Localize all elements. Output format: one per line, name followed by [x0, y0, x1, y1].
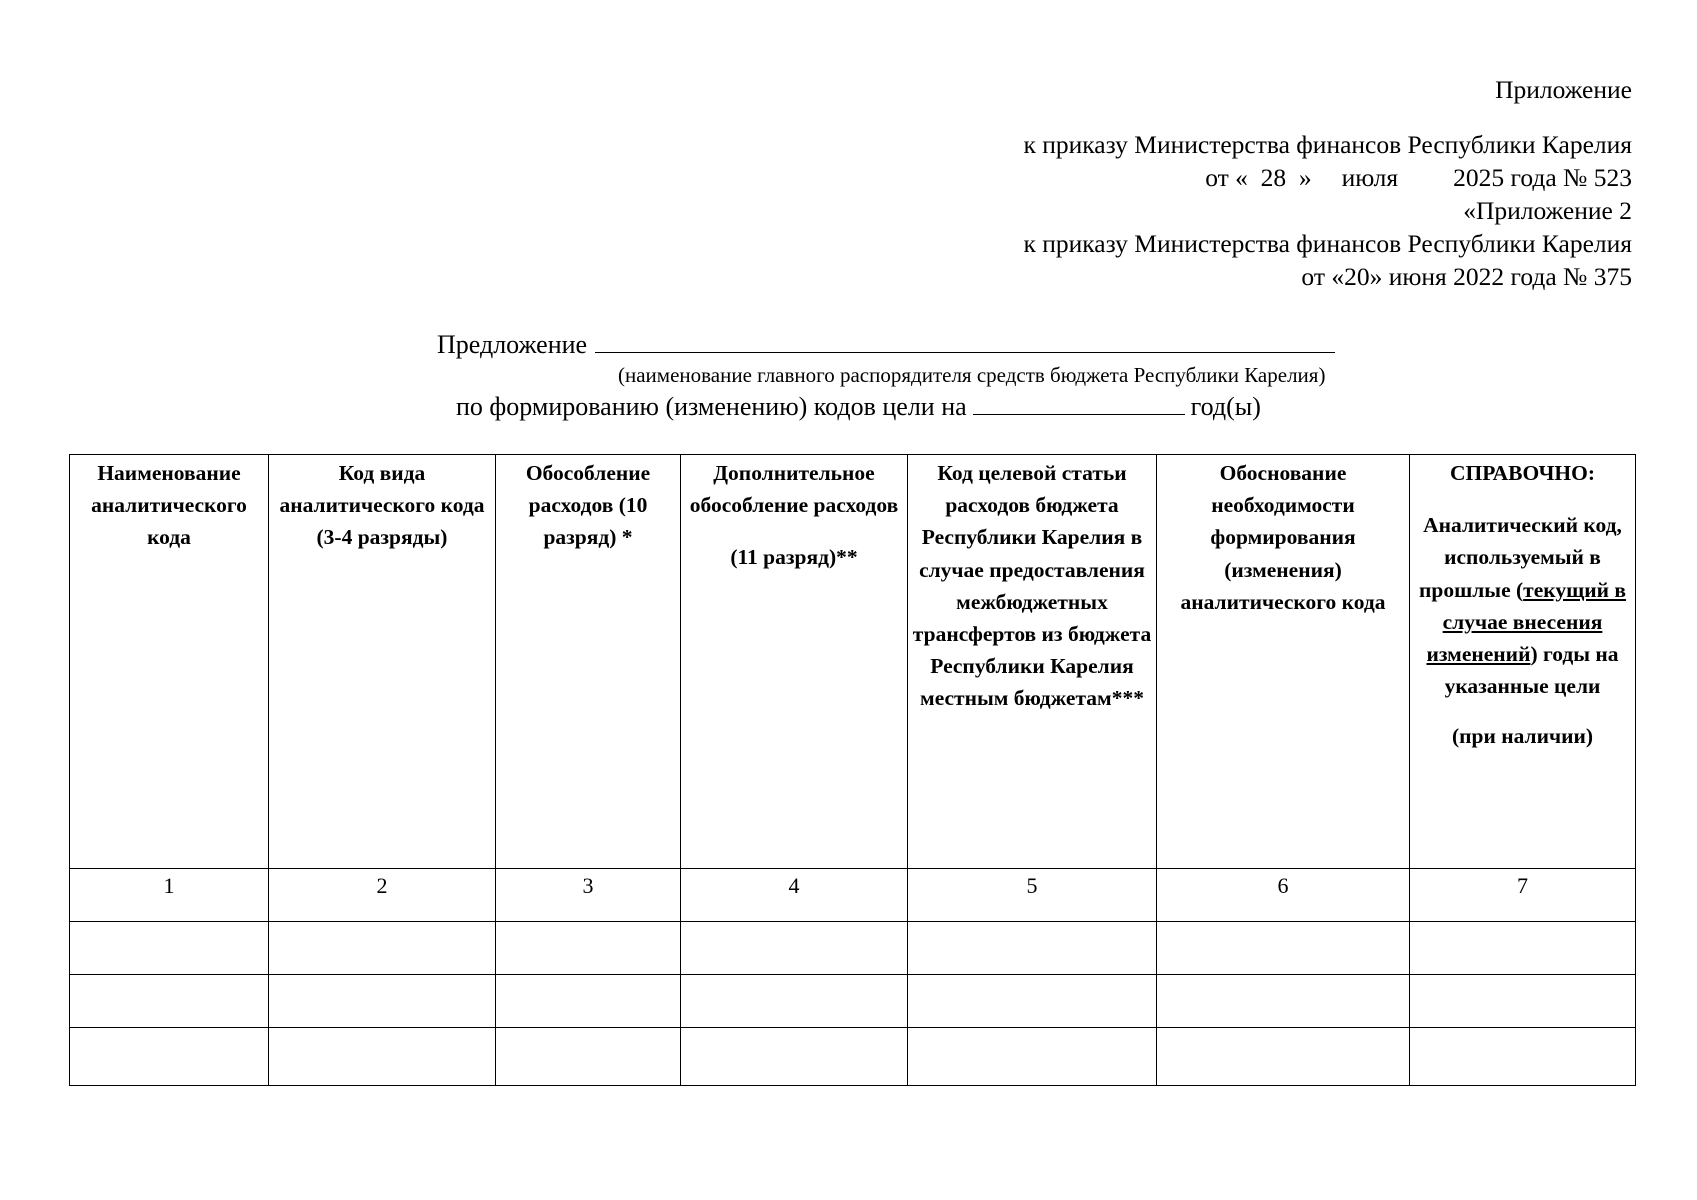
- table-cell: [681, 922, 908, 975]
- table-header-row: [70, 455, 1636, 869]
- column-number: 7: [1410, 869, 1636, 922]
- column-number: 5: [908, 869, 1157, 922]
- column-header-reference: СПРАВОЧНО: Аналитический код, используемый в прошлые (текущий в случае внесения изменений) годы на указанные цели (при наличии): [1410, 455, 1636, 869]
- table-cell: [1410, 922, 1636, 975]
- column-header-analytic-code-type: Код вида аналитического кода (3-4 разряды): [269, 455, 496, 869]
- table-cell: [1157, 975, 1410, 1028]
- order-reference: к приказу Министерства финансов Республики Карелия: [1023, 130, 1632, 159]
- order-date: [1023, 161, 1632, 194]
- table-cell: [1410, 1028, 1636, 1086]
- table-cell: [1157, 1028, 1410, 1086]
- previous-order-date: от «20» июня 2022 года № 375: [1301, 262, 1632, 291]
- order-day: 28: [1260, 163, 1287, 192]
- year-blank: [973, 390, 1185, 415]
- distributor-caption: (наименование главного распорядителя средств бюджета Республики Карелия): [618, 363, 1326, 387]
- date-prefix: от «: [1205, 163, 1248, 192]
- appendix-label: Приложение: [1495, 75, 1632, 104]
- column-number-row: [70, 869, 1636, 922]
- table-cell: [908, 1028, 1157, 1086]
- table-cell: [269, 922, 496, 975]
- table-cell: [70, 922, 269, 975]
- column-header-expense-separation: Обособление расходов (10 разряд) *: [496, 455, 681, 869]
- column-header-additional-separation: Дополнительное обособление расходов (11 разряд)**: [681, 455, 908, 869]
- order-year-number: 2025 года № 523: [1453, 163, 1632, 192]
- column-number: 6: [1157, 869, 1410, 922]
- table-row: [70, 1028, 1636, 1086]
- column-number: 3: [496, 869, 681, 922]
- column-number: 1: [70, 869, 269, 922]
- column-header-target-article-code: Код целевой статьи расходов бюджета Республики Карелия в случае предоставления межбюджетных трансфертов из бюджета Республики Карелия местным бюджетам***: [908, 455, 1157, 869]
- purpose-line: [456, 390, 1261, 423]
- purpose-prefix: по формированию (изменению) кодов цели на: [456, 392, 967, 421]
- document-header: [1023, 73, 1632, 293]
- column-number: 2: [269, 869, 496, 922]
- order-month: июля: [1341, 163, 1399, 192]
- column-header-analytic-code-name: Наименование аналитического кода: [70, 455, 269, 869]
- proposal-label: Предложение: [437, 330, 588, 359]
- table-cell: [908, 922, 1157, 975]
- previous-order-reference: к приказу Министерства финансов Республики Карелия: [1023, 229, 1632, 258]
- table-cell: [496, 922, 681, 975]
- table-cell: [908, 975, 1157, 1028]
- distributor-name-blank: [595, 328, 1335, 353]
- previous-appendix-label: «Приложение 2: [1463, 196, 1632, 225]
- table-cell: [496, 1028, 681, 1086]
- table-cell: [70, 1028, 269, 1086]
- table-row: [70, 922, 1636, 975]
- proposal-title: [437, 328, 1335, 361]
- column-header-justification: Обоснование необходимости формирования (изменения) аналитического кода: [1157, 455, 1410, 869]
- table-cell: [70, 975, 269, 1028]
- column-number: 4: [681, 869, 908, 922]
- codes-table: [69, 454, 1636, 1086]
- table-cell: [269, 1028, 496, 1086]
- table-cell: [269, 975, 496, 1028]
- table-cell: [681, 1028, 908, 1086]
- table-row: [70, 975, 1636, 1028]
- table-cell: [1410, 975, 1636, 1028]
- table-cell: [681, 975, 908, 1028]
- table-cell: [496, 975, 681, 1028]
- date-close: »: [1298, 163, 1312, 192]
- table-cell: [1157, 922, 1410, 975]
- purpose-suffix: год(ы): [1190, 392, 1261, 421]
